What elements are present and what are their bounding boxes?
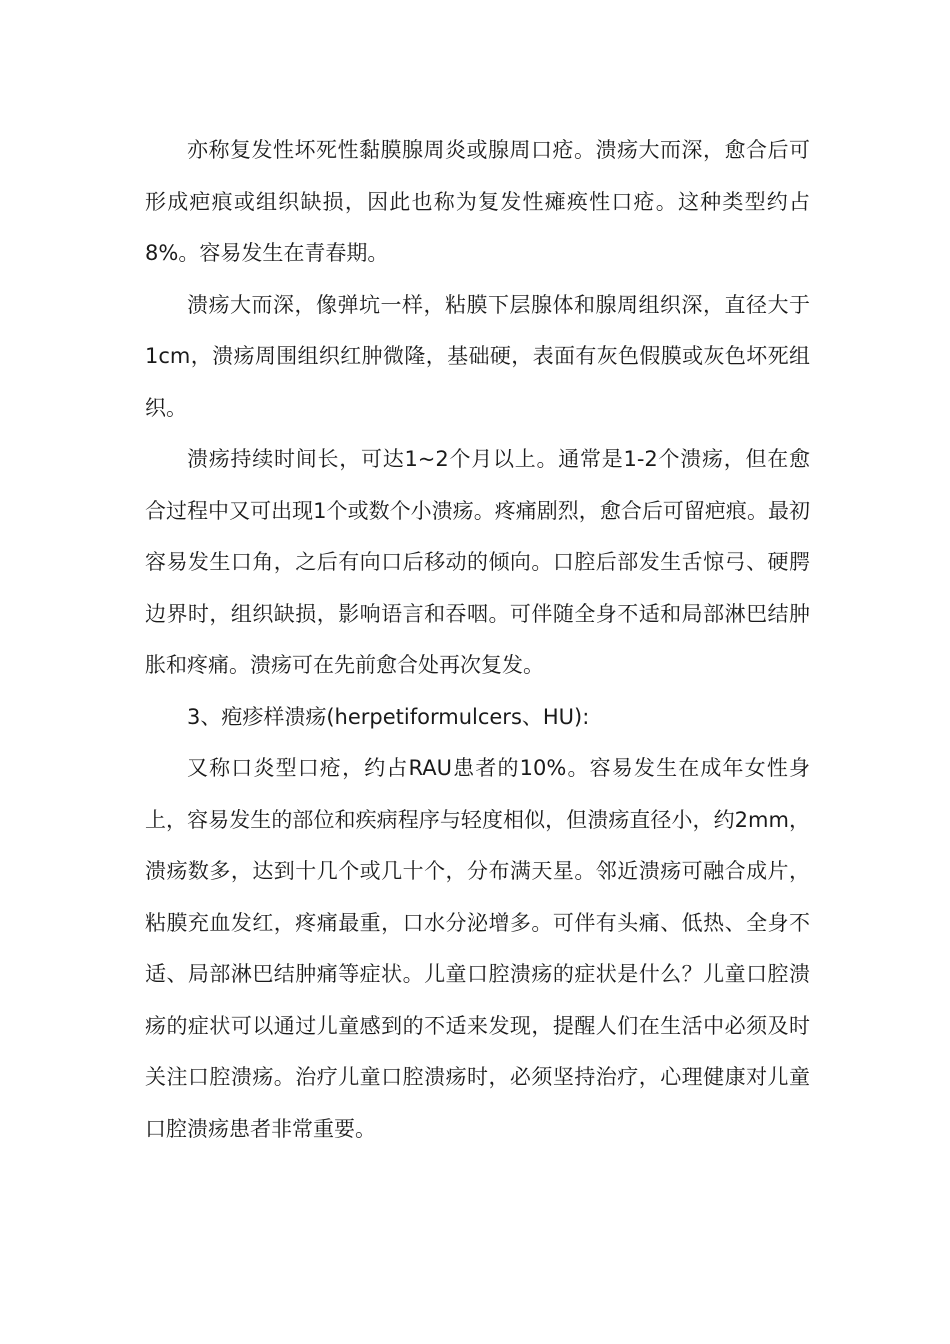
section-heading-herpetiform-ulcers: 3、疱疹样溃疡(herpetiformulcers、HU): (187, 704, 590, 729)
paragraph-periadenitis-description: 亦称复发性坏死性黏膜腺周炎或腺周口疮。溃疡大而深，愈合后可形成疤痕或组织缺损，因此也称为复发性瘫痪性口疮。这种类型约占8%。容易发生在青春期。 (145, 138, 810, 265)
paragraph-ulcer-appearance: 溃疡大而深，像弹坑一样，粘膜下层腺体和腺周组织深，直径大于1cm，溃疡周围组织红肿微隆，基础硬，表面有灰色假膜或灰色坏死组织。 (145, 292, 810, 420)
paragraph-ulcer-duration: 溃疡持续时间长，可达1~2个月以上。通常是1-2个溃疡，但在愈合过程中又可出现1个或数个小溃疡。疼痛剧烈，愈合后可留疤痕。最初容易发生口角，之后有向口后移动的倾向。口腔后部发生舌惊弓、硬腭边界时，组织缺损，影响语言和吞咽。可伴随全身不适和局部淋巴结肿胀和疼痛。溃疡可在先前愈合处再次复发。 (145, 447, 810, 677)
document-body (145, 125, 810, 1155)
paragraph-herpetiform-description: 又称口炎型口疮，约占RAU患者的10%。容易发生在成年女性身上，容易发生的部位和疾病程序与轻度相似，但溃疡直径小，约2mm，溃疡数多，达到十几个或几十个，分布满天星。邻近溃疡可融合成片，粘膜充血发红，疼痛最重，口水分泌增多。可伴有头痛、低热、全身不适、局部淋巴结肿痛等症状。儿童口腔溃疡的症状是什么？儿童口腔溃疡的症状可以通过儿童感到的不适来发现，提醒人们在生活中必须及时关注口腔溃疡。治疗儿童口腔溃疡时，必须坚持治疗，心理健康对儿童口腔溃疡患者非常重要。 (145, 756, 810, 1141)
